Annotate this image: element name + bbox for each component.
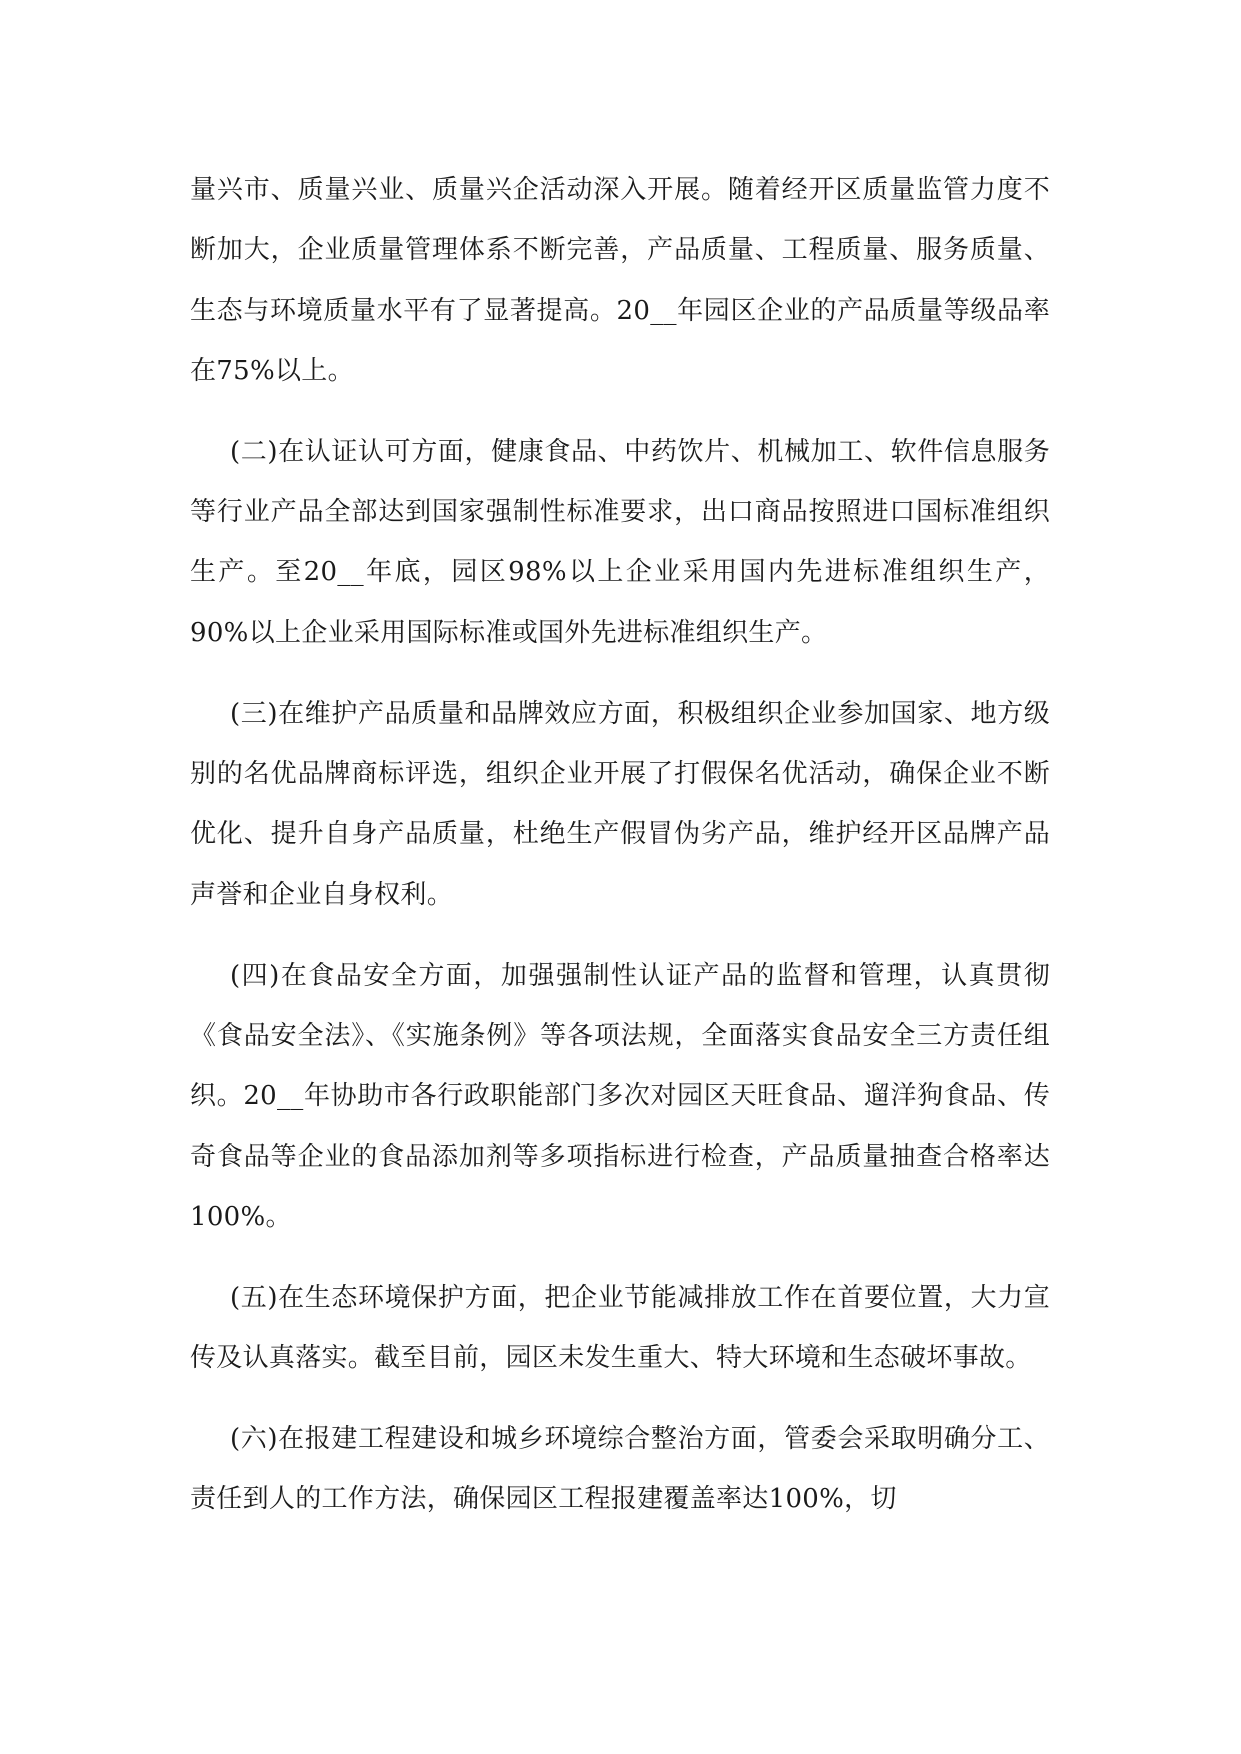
paragraph-food-safety: (四)在食品安全方面，加强强制性认证产品的监督和管理，认真贯彻《食品安全法》、《实施条例》等各项法规，全面落实食品安全三方责任组织。20__年协助市各行政职能部门多次对园区天旺食品、遛洋狗食品、传奇食品等企业的食品添加剂等多项指标进行检查，产品质量抽查合格率达100%。 — [190, 960, 1050, 1232]
paragraph-quality-intro: 量兴市、质量兴业、质量兴企活动深入开展。随着经开区质量监管力度不断加大，企业质量管理体系不断完善，产品质量、工程质量、服务质量、生态与环境质量水平有了显著提高。20__年园区企业的产品质量等级品率在75%以上。 — [190, 175, 1050, 386]
paragraph-brand-effect: (三)在维护产品质量和品牌效应方面，积极组织企业参加国家、地方级别的名优品牌商标评选，组织企业开展了打假保名优活动，确保企业不断优化、提升自身产品质量，杜绝生产假冒伪劣产品，维护经开区品牌产品声誉和企业自身权利。 — [190, 698, 1050, 910]
document-body — [190, 160, 1050, 1530]
paragraph-certification: (二)在认证认可方面，健康食品、中药饮片、机械加工、软件信息服务等行业产品全部达到国家强制性标准要求，出口商品按照进口国标准组织生产。至20__年底，园区98%以上企业采用国内先进标准组织生产，90%以上企业采用国际标准或国外先进标准组织生产。 — [190, 436, 1050, 648]
paragraph-construction: (六)在报建工程建设和城乡环境综合整治方面，管委会采取明确分工、责任到人的工作方法，确保园区工程报建覆盖率达100%，切 — [190, 1424, 1050, 1515]
paragraph-ecology: (五)在生态环境保护方面，把企业节能减排放工作在首要位置，大力宣传及认真落实。截至目前，园区未发生重大、特大环境和生态破坏事故。 — [190, 1282, 1050, 1374]
